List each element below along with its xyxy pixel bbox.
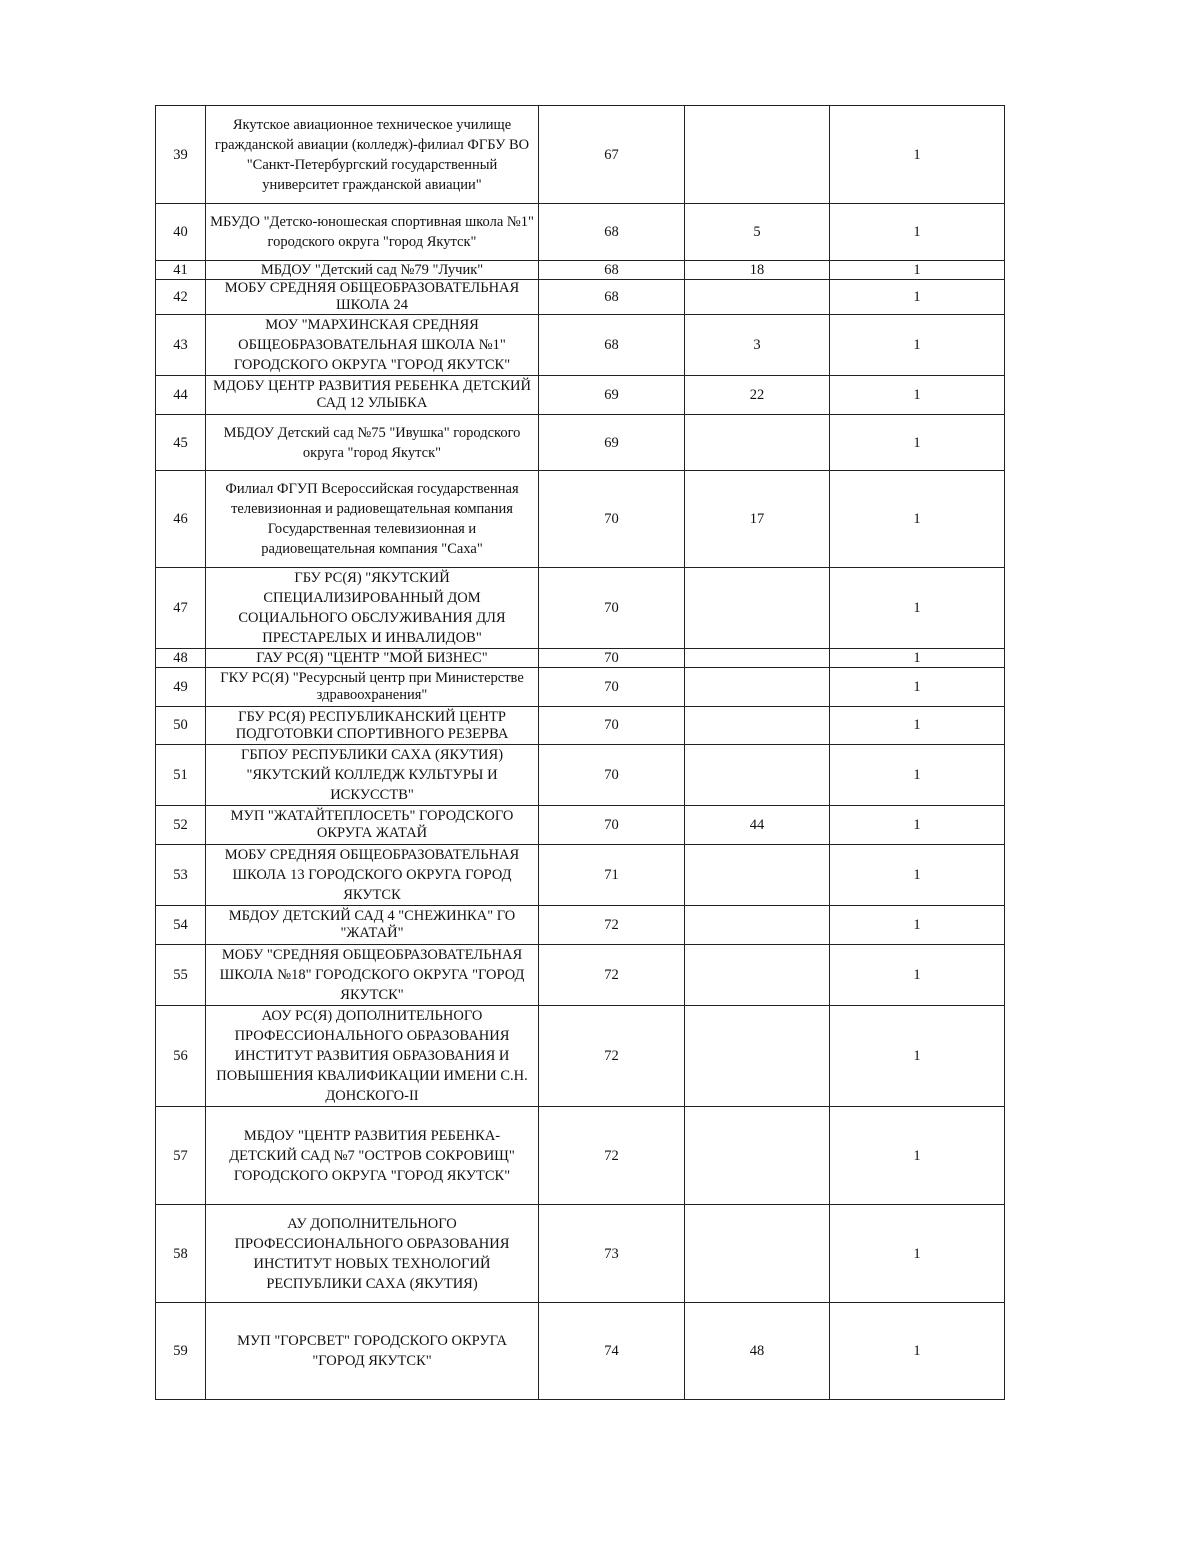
organization-name-cell: МОУ "МАРХИНСКАЯ СРЕДНЯЯ ОБЩЕОБРАЗОВАТЕЛЬНАЯ ШКОЛА №1" ГОРОДСКОГО ОКРУГА "ГОРОД ЯКУТСК" [206, 315, 539, 376]
value-cell-3: 1 [830, 1006, 1005, 1107]
value-cell-2 [685, 745, 830, 806]
value-cell-2: 44 [685, 806, 830, 845]
row-number-cell: 39 [156, 106, 206, 204]
table-row [156, 845, 1005, 906]
value-cell-2 [685, 280, 830, 315]
value-cell-2 [685, 707, 830, 745]
value-cell-2 [685, 906, 830, 945]
value-cell-3: 1 [830, 415, 1005, 471]
organization-name-cell: МБДОУ ДЕТСКИЙ САД 4 "СНЕЖИНКА" ГО "ЖАТАЙ" [206, 906, 539, 945]
row-number-cell: 48 [156, 649, 206, 668]
organization-name-cell: ГБУ РС(Я) РЕСПУБЛИКАНСКИЙ ЦЕНТР ПОДГОТОВКИ СПОРТИВНОГО РЕЗЕРВА [206, 707, 539, 745]
organization-name-cell: МУП "ЖАТАЙТЕПЛОСЕТЬ" ГОРОДСКОГО ОКРУГА ЖАТАЙ [206, 806, 539, 845]
row-number-cell: 44 [156, 376, 206, 415]
value-cell-3: 1 [830, 568, 1005, 649]
organization-name-cell: АОУ РС(Я) ДОПОЛНИТЕЛЬНОГО ПРОФЕССИОНАЛЬНОГО ОБРАЗОВАНИЯ ИНСТИТУТ РАЗВИТИЯ ОБРАЗОВАНИЯ И ПОВЫШЕНИЯ КВАЛИФИКАЦИИ ИМЕНИ С.Н. ДОНСКОГО-II [206, 1006, 539, 1107]
row-number-cell: 57 [156, 1107, 206, 1205]
table-row [156, 315, 1005, 376]
value-cell-1: 70 [539, 568, 685, 649]
organization-name-cell: МБДОУ "ЦЕНТР РАЗВИТИЯ РЕБЕНКА-ДЕТСКИЙ САД №7 "ОСТРОВ СОКРОВИЩ" ГОРОДСКОГО ОКРУГА "ГОРОД ЯКУТСК" [206, 1107, 539, 1205]
organization-name-cell: ГБУ РС(Я) "ЯКУТСКИЙ СПЕЦИАЛИЗИРОВАННЫЙ ДОМ СОЦИАЛЬНОГО ОБСЛУЖИВАНИЯ ДЛЯ ПРЕСТАРЕЛЫХ И ИНВАЛИДОВ" [206, 568, 539, 649]
value-cell-3: 1 [830, 471, 1005, 568]
value-cell-2 [685, 649, 830, 668]
value-cell-3: 1 [830, 745, 1005, 806]
organization-name-cell: ГБПОУ РЕСПУБЛИКИ САХА (ЯКУТИЯ) "ЯКУТСКИЙ КОЛЛЕДЖ КУЛЬТУРЫ И ИСКУССТВ" [206, 745, 539, 806]
organization-name-cell: АУ ДОПОЛНИТЕЛЬНОГО ПРОФЕССИОНАЛЬНОГО ОБРАЗОВАНИЯ ИНСТИТУТ НОВЫХ ТЕХНОЛОГИЙ РЕСПУБЛИКИ САХА (ЯКУТИЯ) [206, 1205, 539, 1303]
table-row [156, 376, 1005, 415]
organization-name-cell: МБДОУ Детский сад №75 "Ивушка" городского округа "город Якутск" [206, 415, 539, 471]
value-cell-3: 1 [830, 204, 1005, 261]
value-cell-2: 18 [685, 261, 830, 280]
value-cell-1: 73 [539, 1205, 685, 1303]
organizations-table [155, 105, 1005, 1400]
table-row [156, 806, 1005, 845]
value-cell-2: 17 [685, 471, 830, 568]
row-number-cell: 49 [156, 668, 206, 707]
value-cell-3: 1 [830, 707, 1005, 745]
value-cell-1: 72 [539, 945, 685, 1006]
row-number-cell: 54 [156, 906, 206, 945]
value-cell-1: 68 [539, 315, 685, 376]
value-cell-3: 1 [830, 649, 1005, 668]
value-cell-2 [685, 1205, 830, 1303]
row-number-cell: 43 [156, 315, 206, 376]
row-number-cell: 42 [156, 280, 206, 315]
table-row [156, 568, 1005, 649]
table-row [156, 280, 1005, 315]
value-cell-1: 70 [539, 668, 685, 707]
value-cell-3: 1 [830, 1205, 1005, 1303]
value-cell-1: 67 [539, 106, 685, 204]
row-number-cell: 55 [156, 945, 206, 1006]
table-row [156, 649, 1005, 668]
value-cell-3: 1 [830, 906, 1005, 945]
value-cell-2: 5 [685, 204, 830, 261]
value-cell-1: 70 [539, 707, 685, 745]
table-row [156, 415, 1005, 471]
value-cell-1: 69 [539, 415, 685, 471]
table-row [156, 261, 1005, 280]
value-cell-1: 68 [539, 204, 685, 261]
value-cell-2: 3 [685, 315, 830, 376]
row-number-cell: 50 [156, 707, 206, 745]
value-cell-1: 74 [539, 1303, 685, 1400]
table-body [156, 106, 1005, 1400]
row-number-cell: 45 [156, 415, 206, 471]
organization-name-cell: МБУДО "Детско-юношеская спортивная школа №1" городского округа "город Якутск" [206, 204, 539, 261]
value-cell-2: 48 [685, 1303, 830, 1400]
organization-name-cell: Якутское авиационное техническое училище гражданской авиации (колледж)-филиал ФГБУ ВО "Санкт-Петербургский государственный университет гражданской авиации" [206, 106, 539, 204]
value-cell-3: 1 [830, 280, 1005, 315]
organization-name-cell: МДОБУ ЦЕНТР РАЗВИТИЯ РЕБЕНКА ДЕТСКИЙ САД 12 УЛЫБКА [206, 376, 539, 415]
organization-name-cell: МОБУ СРЕДНЯЯ ОБЩЕОБРАЗОВАТЕЛЬНАЯ ШКОЛА 24 [206, 280, 539, 315]
value-cell-1: 72 [539, 906, 685, 945]
row-number-cell: 59 [156, 1303, 206, 1400]
row-number-cell: 58 [156, 1205, 206, 1303]
organization-name-cell: МОБУ СРЕДНЯЯ ОБЩЕОБРАЗОВАТЕЛЬНАЯ ШКОЛА 13 ГОРОДСКОГО ОКРУГА ГОРОД ЯКУТСК [206, 845, 539, 906]
organization-name-cell: МОБУ "СРЕДНЯЯ ОБЩЕОБРАЗОВАТЕЛЬНАЯ ШКОЛА №18" ГОРОДСКОГО ОКРУГА "ГОРОД ЯКУТСК" [206, 945, 539, 1006]
row-number-cell: 51 [156, 745, 206, 806]
value-cell-3: 1 [830, 806, 1005, 845]
organization-name-cell: МУП "ГОРСВЕТ" ГОРОДСКОГО ОКРУГА "ГОРОД ЯКУТСК" [206, 1303, 539, 1400]
row-number-cell: 46 [156, 471, 206, 568]
organization-name-cell: ГКУ РС(Я) "Ресурсный центр при Министерстве здравоохранения" [206, 668, 539, 707]
value-cell-3: 1 [830, 1303, 1005, 1400]
value-cell-2 [685, 106, 830, 204]
value-cell-2: 22 [685, 376, 830, 415]
table-row [156, 1205, 1005, 1303]
table-row [156, 945, 1005, 1006]
value-cell-3: 1 [830, 668, 1005, 707]
value-cell-2 [685, 568, 830, 649]
row-number-cell: 41 [156, 261, 206, 280]
table-row [156, 745, 1005, 806]
organization-name-cell: Филиал ФГУП Всероссийская государственная телевизионная и радиовещательная компания Государственная телевизионная и радиовещательная компания "Саха" [206, 471, 539, 568]
value-cell-2 [685, 1107, 830, 1205]
value-cell-1: 70 [539, 649, 685, 668]
value-cell-2 [685, 668, 830, 707]
organization-name-cell: ГАУ РС(Я) "ЦЕНТР "МОЙ БИЗНЕС" [206, 649, 539, 668]
value-cell-3: 1 [830, 315, 1005, 376]
table-row [156, 668, 1005, 707]
table-row [156, 1006, 1005, 1107]
value-cell-1: 68 [539, 261, 685, 280]
table-row [156, 1303, 1005, 1400]
row-number-cell: 47 [156, 568, 206, 649]
value-cell-2 [685, 945, 830, 1006]
value-cell-1: 70 [539, 471, 685, 568]
table-row [156, 471, 1005, 568]
value-cell-3: 1 [830, 1107, 1005, 1205]
table-row [156, 106, 1005, 204]
value-cell-3: 1 [830, 845, 1005, 906]
value-cell-3: 1 [830, 376, 1005, 415]
value-cell-1: 70 [539, 806, 685, 845]
row-number-cell: 40 [156, 204, 206, 261]
value-cell-3: 1 [830, 261, 1005, 280]
value-cell-1: 69 [539, 376, 685, 415]
table-row [156, 1107, 1005, 1205]
value-cell-1: 70 [539, 745, 685, 806]
row-number-cell: 56 [156, 1006, 206, 1107]
value-cell-3: 1 [830, 106, 1005, 204]
table-row [156, 204, 1005, 261]
table-row [156, 707, 1005, 745]
value-cell-1: 71 [539, 845, 685, 906]
value-cell-2 [685, 415, 830, 471]
organization-name-cell: МБДОУ "Детский сад №79 "Лучик" [206, 261, 539, 280]
value-cell-2 [685, 845, 830, 906]
row-number-cell: 53 [156, 845, 206, 906]
table-row [156, 906, 1005, 945]
value-cell-1: 72 [539, 1107, 685, 1205]
value-cell-1: 68 [539, 280, 685, 315]
row-number-cell: 52 [156, 806, 206, 845]
value-cell-3: 1 [830, 945, 1005, 1006]
value-cell-2 [685, 1006, 830, 1107]
value-cell-1: 72 [539, 1006, 685, 1107]
